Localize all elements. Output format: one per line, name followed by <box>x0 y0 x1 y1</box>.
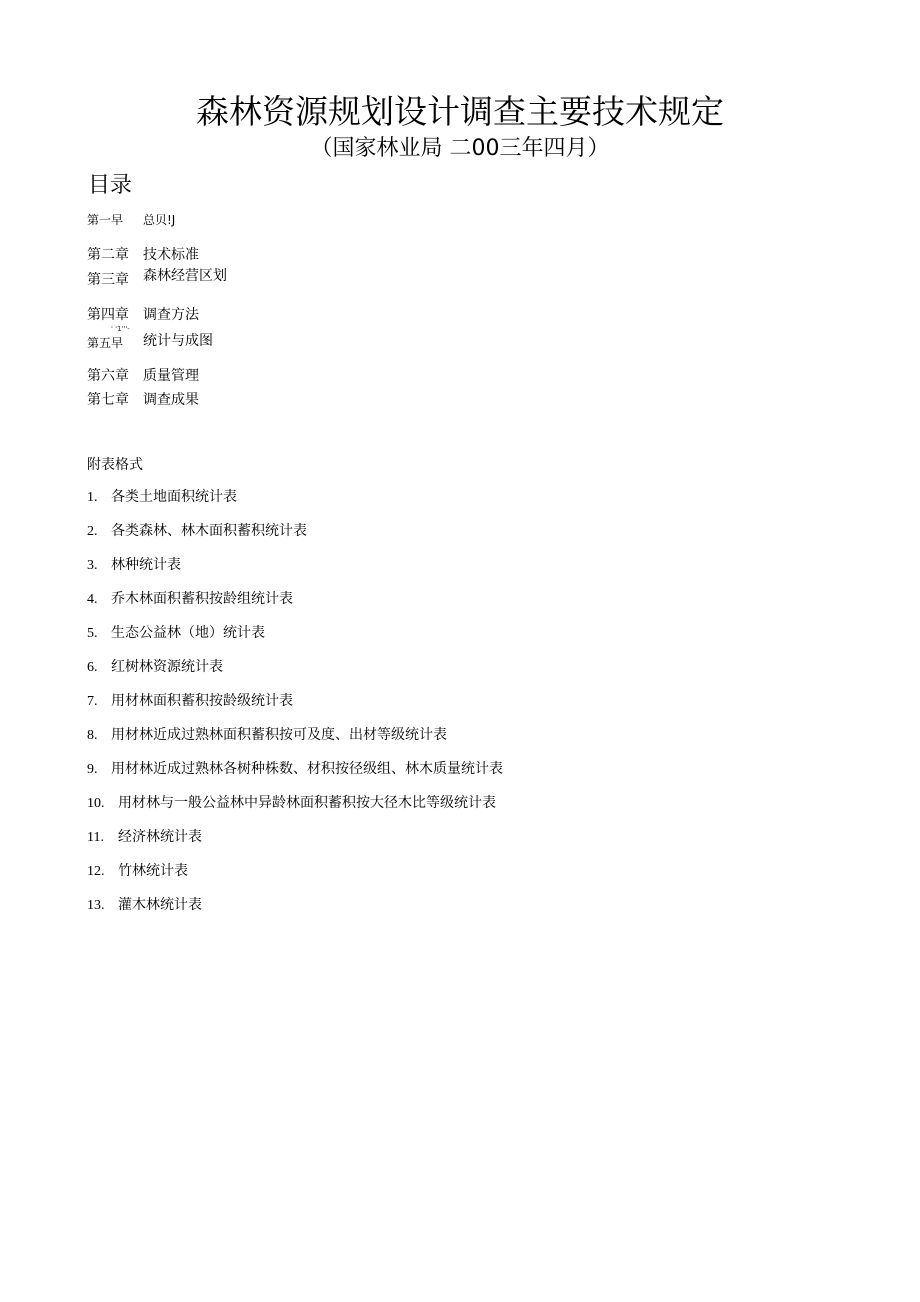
scan-artifact-marks: ' '1'''- <box>111 325 130 333</box>
item-text: 红树林资源统计表 <box>111 659 223 675</box>
appendix-heading: 附表格式 <box>87 457 143 473</box>
item-number: 2. <box>87 524 98 539</box>
chapter-number: 第六章 <box>87 368 129 384</box>
item-text: 各类森林、林木面积蓄积统计表 <box>111 523 307 539</box>
item-text: 用材林近成过熟林各树种株数、材积按径级组、林木质量统计表 <box>111 761 503 777</box>
chapter-number: 第二章 <box>87 247 129 263</box>
item-number: 4. <box>87 592 98 607</box>
appendix-item <box>87 793 496 814</box>
item-text: 用材林与一般公益林中异龄林面积蓄积按大径木比等级统计表 <box>118 795 496 811</box>
item-text: 竹林统计表 <box>118 863 188 879</box>
appendix-item <box>87 623 265 644</box>
item-number: 11. <box>87 830 104 845</box>
chapter-number: 第七章 <box>87 392 129 408</box>
appendix-item <box>87 521 307 542</box>
item-number: 13. <box>87 898 105 913</box>
appendix-item <box>87 487 237 508</box>
item-text: 生态公益林（地）统计表 <box>111 625 265 641</box>
appendix-item <box>87 725 447 746</box>
item-number: 1. <box>87 490 98 505</box>
item-text: 用材林近成过熟林面积蓄积按可及度、出材等级统计表 <box>111 727 447 743</box>
toc-heading: 目录 <box>88 173 133 198</box>
chapter-number: 第五早 <box>87 336 124 350</box>
toc-chapter-3 <box>87 266 227 286</box>
item-text: 灌木林统计表 <box>118 897 202 913</box>
chapter-title: 调查成果 <box>143 392 199 408</box>
appendix-item <box>87 827 202 848</box>
chapter-title: 技术标准 <box>143 247 199 263</box>
appendix-item <box>87 895 202 916</box>
document-subtitle: （国家林业局 二00三年四月） <box>310 136 610 161</box>
item-number: 9. <box>87 762 98 777</box>
appendix-item <box>87 657 223 678</box>
toc-chapter-7 <box>87 390 199 410</box>
chapter-title: 统计与成图 <box>143 333 213 349</box>
chapter-number: 第四章 <box>87 307 129 323</box>
item-text: 用材林面积蓄积按龄级统计表 <box>111 693 293 709</box>
toc-chapter-5 <box>87 325 213 351</box>
toc-chapter-4 <box>87 305 199 325</box>
item-text: 林种统计表 <box>111 557 181 573</box>
appendix-item <box>87 555 181 576</box>
chapter-number: 第一早 <box>87 213 124 227</box>
item-number: 5. <box>87 626 98 641</box>
chapter-title: 调查方法 <box>143 307 199 323</box>
appendix-item <box>87 759 503 780</box>
item-number: 3. <box>87 558 98 573</box>
chapter-number: 第三章 <box>87 272 129 288</box>
chapter-title: 森林经营区划 <box>143 268 227 284</box>
toc-chapter-2 <box>87 245 199 265</box>
chapter-title: 质量管理 <box>143 368 199 384</box>
appendix-item <box>87 861 188 882</box>
item-text: 经济林统计表 <box>118 829 202 845</box>
item-number: 6. <box>87 660 98 675</box>
item-number: 7. <box>87 694 98 709</box>
toc-chapter-6 <box>87 366 199 386</box>
chapter-title: 总贝!J <box>143 213 176 227</box>
item-number: 12. <box>87 864 105 879</box>
item-number: 8. <box>87 728 98 743</box>
appendix-item <box>87 691 293 712</box>
item-text: 各类土地面积统计表 <box>111 489 237 505</box>
document-title: 森林资源规划设计调查主要技术规定 <box>196 92 724 131</box>
item-text: 乔木林面积蓄积按龄组统计表 <box>111 591 293 607</box>
toc-chapter-1 <box>87 210 175 230</box>
appendix-item <box>87 589 293 610</box>
item-number: 10. <box>87 796 105 811</box>
